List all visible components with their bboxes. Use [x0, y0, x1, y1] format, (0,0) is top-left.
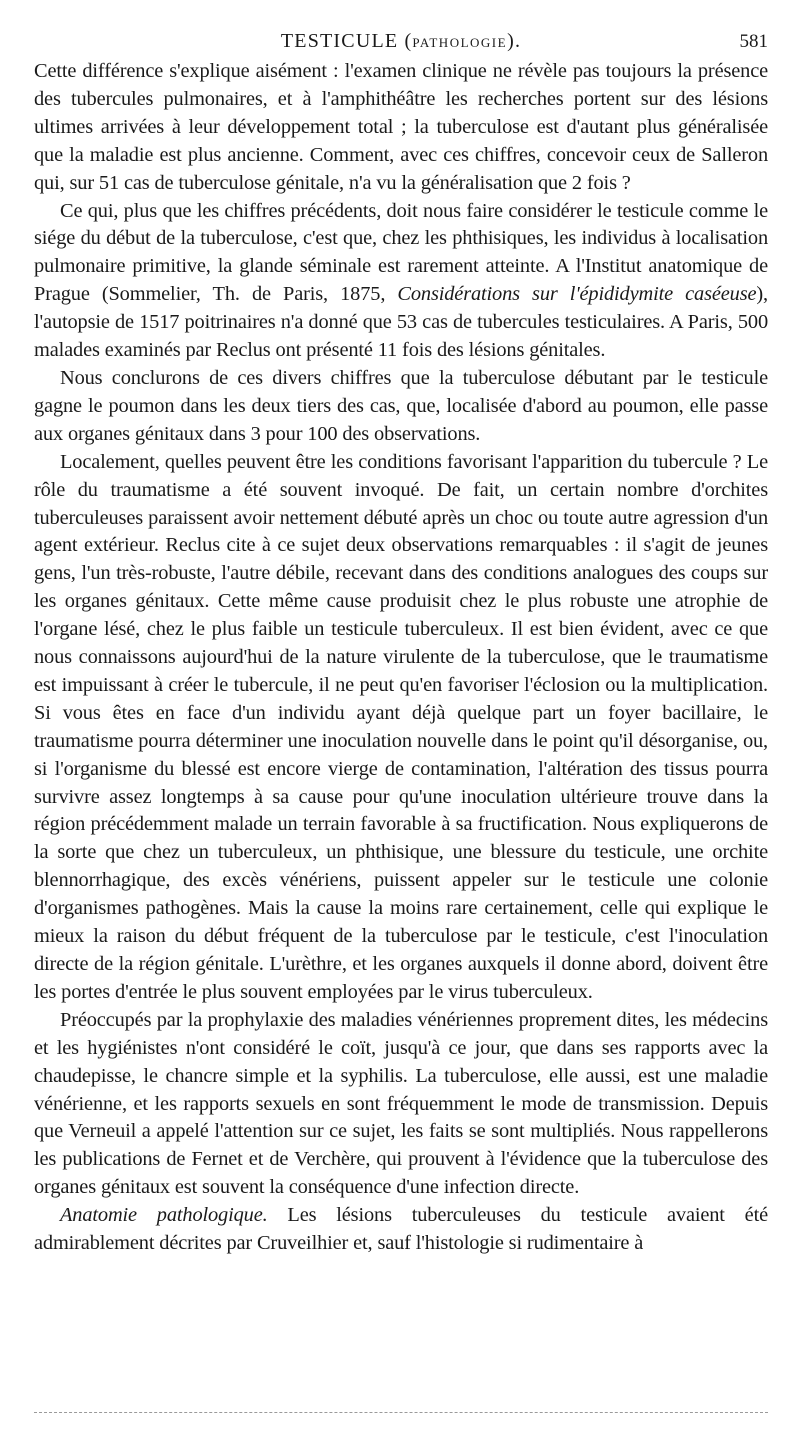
document-page	[34, 0, 768, 1454]
paragraph-2	[34, 198, 768, 365]
paragraph-6	[34, 1202, 768, 1258]
paragraph-6-text: Les lésions tuberculeuses du testicule avaient été admirablement décrites par Cruveilhier et, sauf l'histologie si rudimentaire à	[34, 1204, 768, 1255]
running-head	[34, 0, 768, 58]
running-title-main: TESTICULE (	[280, 30, 413, 52]
paragraph-5: Préoccupés par la prophylaxie des maladies vénériennes proprement dites, les médecins et les hygiénistes n'ont considéré le coït, jusqu'à ce jour, que dans ses rapports avec la chaudepisse, le chancre simple et la syphilis. La tuberculose, elle aussi, est une maladie vénérienne, et les rapports sexuels en sont fréquemment le mode de transmission. Depuis que Verneuil a appelé l'attention sur ce sujet, les faits se sont multipliés. Nous rappellerons les publications de Fernet et de Verchère, qui prouvent à l'évidence que la tuberculose des organes génitaux est souvent la conséquence d'une infection directe.	[34, 1008, 768, 1199]
paragraph-2-text-a: Ce qui, plus que les chiffres précédents, doit nous faire considérer le testicule comme le siége du début de la tuberculose, c'est que, chez les phthisiques, les individus à localisation pulmonaire primitive, la glande séminale est rarement atteinte. A l'Institut anatomique de Prague (Sommelier, Th. de Paris, 1875,	[34, 199, 768, 306]
paragraph-2-text-b: ), l'autopsie de 1517 poitrinaires n'a donné que 53 cas de tubercules testiculaires. A Paris, 500 malades examinés par Reclus ont présenté 11 fois des lésions génitales.	[34, 283, 768, 362]
running-title-section: PATHOLOGIE	[412, 35, 508, 50]
paragraph-2-italic-title: Considérations sur l'épididymite caséeuse	[397, 283, 757, 306]
body-text	[34, 58, 768, 1258]
paragraph-1: Cette différence s'explique aisément : l'examen clinique ne révèle pas toujours la présence des tubercules pulmonaires, et à l'amphithéâtre les recherches portent sur des lésions ultimes arrivées à leur développement total ; la tuberculose est d'autant plus généralisée que la maladie est plus ancienne. Comment, avec ces chiffres, concevoir ceux de Salleron qui, sur 51 cas de tuberculose génitale, n'a vu la généralisation que 2 fois ?	[34, 60, 768, 194]
paragraph-4: Localement, quelles peuvent être les conditions favorisant l'apparition du tubercule ? Le rôle du traumatisme a été souvent invoqué. De fait, un certain nombre d'orchites tuberculeuses paraissent avoir nettement débuté après un choc ou toute autre agression d'un agent extérieur. Reclus cite à ce sujet deux observations remarquables : il s'agit de jeunes gens, l'un très-robuste, l'autre débile, recevant dans des conditions analogues des coups sur les organes génitaux. Cette même cause produisit chez le plus robuste une atrophie de l'organe lésé, chez le plus faible un testicule tuberculeux. Il est bien évident, avec ce que nous connaissons aujourd'hui de la nature virulente de la tuberculose, que le traumatisme est impuissant à créer le tubercule, il ne peut qu'en favoriser l'éclosion ou la multiplication. Si vous êtes en face d'un individu ayant déjà quelque part un foyer bacillaire, le traumatisme pourra déterminer une inoculation nouvelle dans le point qu'il désorganise, ou, si l'organisme du blessé est encore vierge de contamination, l'altération des tissus pourra survivre assez longtemps à sa cause pour qu'une inoculation ultérieure trouve dans la région précédemment malade un terrain favorable à sa fructification. Nous expliquerons de la sorte que chez un tuberculeux, un phthisique, une blessure du testicule, une orchite blennorrhagique, des excès vénériens, puissent appeler sur le testicule une colonie d'organismes pathogènes. Mais la cause la moins rare certainement, celle qui explique le mieux la raison du début fréquent de la tuberculose par le testicule, c'est l'inoculation directe de la région génitale. L'urèthre, et les organes auxquels il donne abord, doivent être les portes d'entrée le plus souvent employées par le virus tuberculeux.	[34, 450, 768, 1003]
running-title-end: ).	[507, 30, 522, 52]
footer-rule	[34, 1412, 768, 1413]
running-title	[34, 30, 768, 53]
paragraph-3: Nous conclurons de ces divers chiffres que la tuberculose débutant par le testicule gagne le poumon dans les deux tiers des cas, que, localisée d'abord au poumon, elle passe aux organes génitaux dans 3 pour 100 des observations.	[34, 366, 768, 445]
section-heading-anatomie: Anatomie pathologique.	[60, 1204, 268, 1227]
page-number: 581	[739, 31, 768, 52]
